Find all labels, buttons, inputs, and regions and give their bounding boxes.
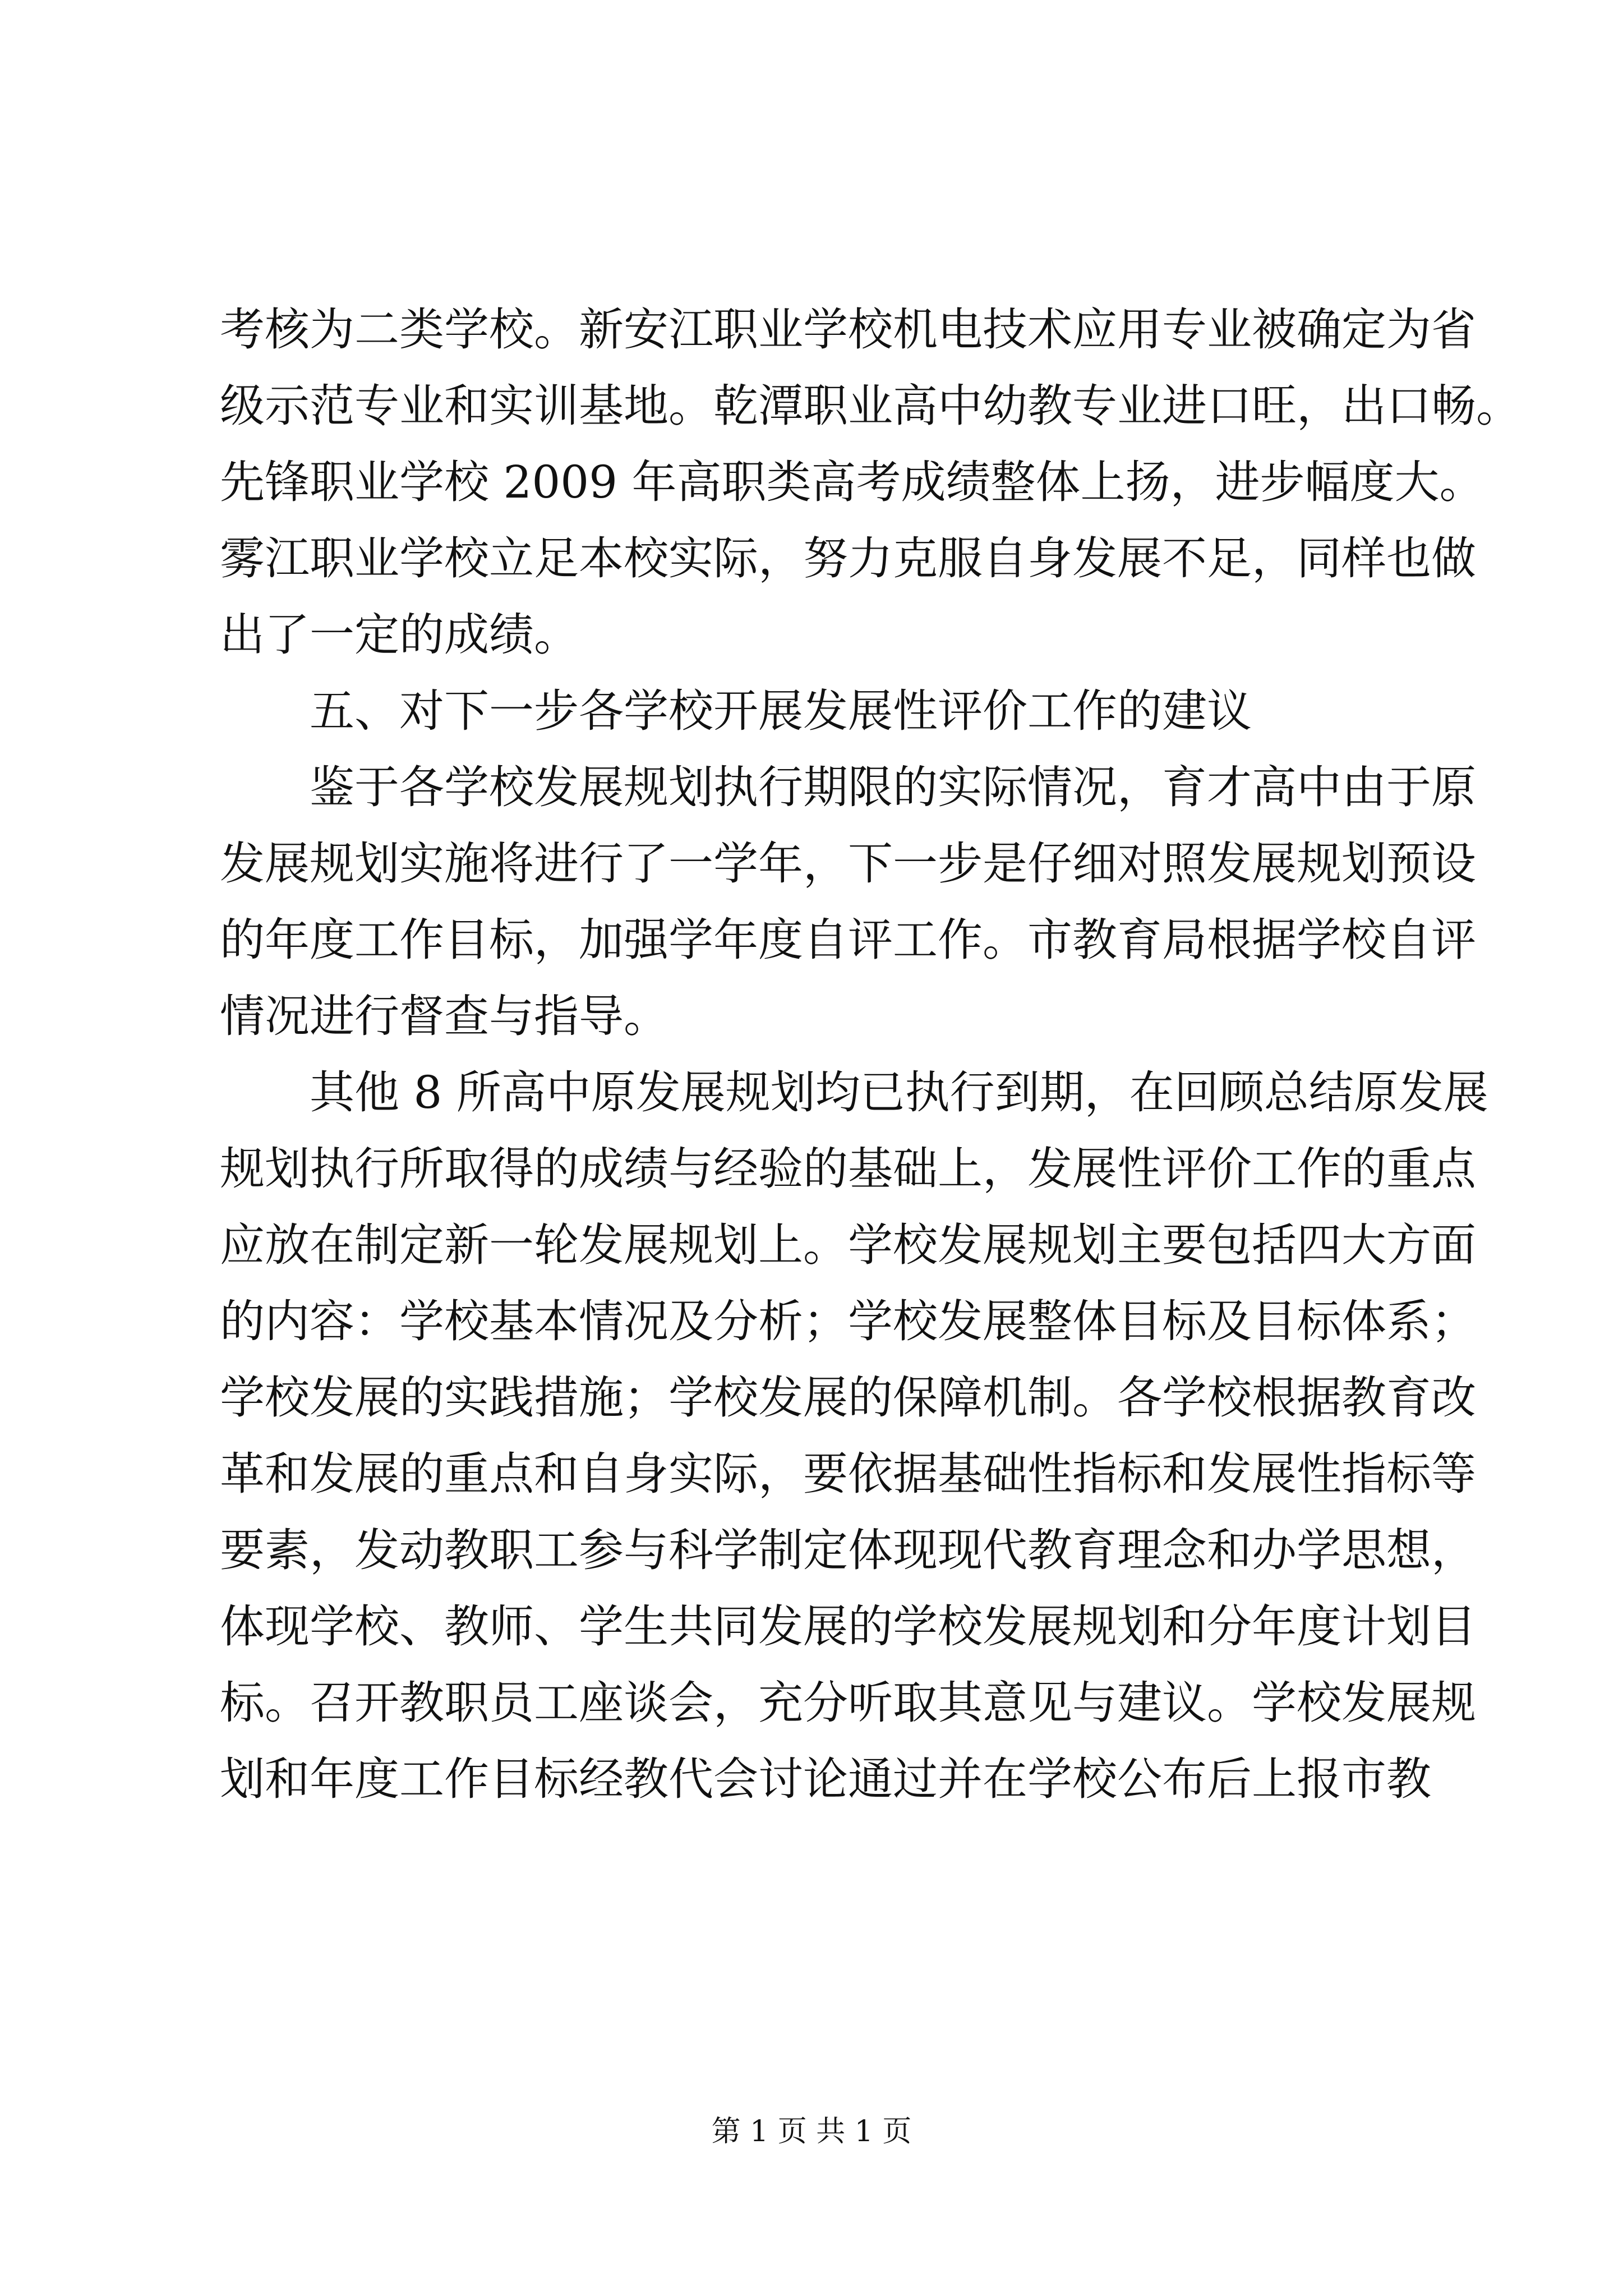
page-number-label: 第 1 页 共 1 页 bbox=[711, 2115, 912, 2148]
text-line: 级示范专业和实训基地。乾潭职业高中幼教专业进口旺，出口畅。 bbox=[220, 380, 1521, 432]
text-line: 革和发展的重点和自身实际，要依据基础性指标和发展性指标等 bbox=[220, 1448, 1476, 1500]
page-footer bbox=[0, 2109, 1623, 2154]
text-line: 先锋职业学校 2009 年高职类高考成绩整体上扬，进步幅度大。 bbox=[220, 456, 1484, 508]
text-line: 雾江职业学校立足本校实际，努力克服自身发展不足，同样也做 bbox=[220, 532, 1476, 585]
text-line: 要素，发动教职工参与科学制定体现现代教育理念和办学思想， bbox=[220, 1524, 1476, 1576]
text-line: 出了一定的成绩。 bbox=[220, 609, 579, 661]
text-line: 考核为二类学校。新安江职业学校机电技术应用专业被确定为省 bbox=[220, 303, 1476, 356]
text-line: 标。召开教职员工座谈会，充分听取其意见与建议。学校发展规 bbox=[220, 1677, 1476, 1729]
text-line: 的年度工作目标，加强学年度自评工作。市教育局根据学校自评 bbox=[220, 914, 1476, 966]
text-line: 情况进行督查与指导。 bbox=[220, 990, 668, 1042]
text-line: 应放在制定新一轮发展规划上。学校发展规划主要包括四大方面 bbox=[220, 1219, 1476, 1271]
document-body bbox=[220, 292, 1521, 1818]
text-line: 划和年度工作目标经教代会讨论通过并在学校公布后上报市教 bbox=[220, 1753, 1431, 1805]
text-line: 体现学校、教师、学生共同发展的学校发展规划和分年度计划目 bbox=[220, 1600, 1476, 1653]
text-line: 学校发展的实践措施；学校发展的保障机制。各学校根据教育改 bbox=[220, 1372, 1476, 1424]
section-heading: 五、对下一步各学校开展发展性评价工作的建议 bbox=[310, 685, 1252, 737]
text-line: 的内容：学校基本情况及分析；学校发展整体目标及目标体系； bbox=[220, 1295, 1476, 1347]
text-line: 规划执行所取得的成绩与经验的基础上，发展性评价工作的重点 bbox=[220, 1143, 1476, 1195]
text-line: 发展规划实施将进行了一学年，下一步是仔细对照发展规划预设 bbox=[220, 838, 1476, 890]
text-line: 鉴于各学校发展规划执行期限的实际情况，育才高中由于原 bbox=[310, 761, 1476, 813]
text-line: 其他 8 所高中原发展规划均已执行到期，在回顾总结原发展 bbox=[310, 1066, 1488, 1119]
